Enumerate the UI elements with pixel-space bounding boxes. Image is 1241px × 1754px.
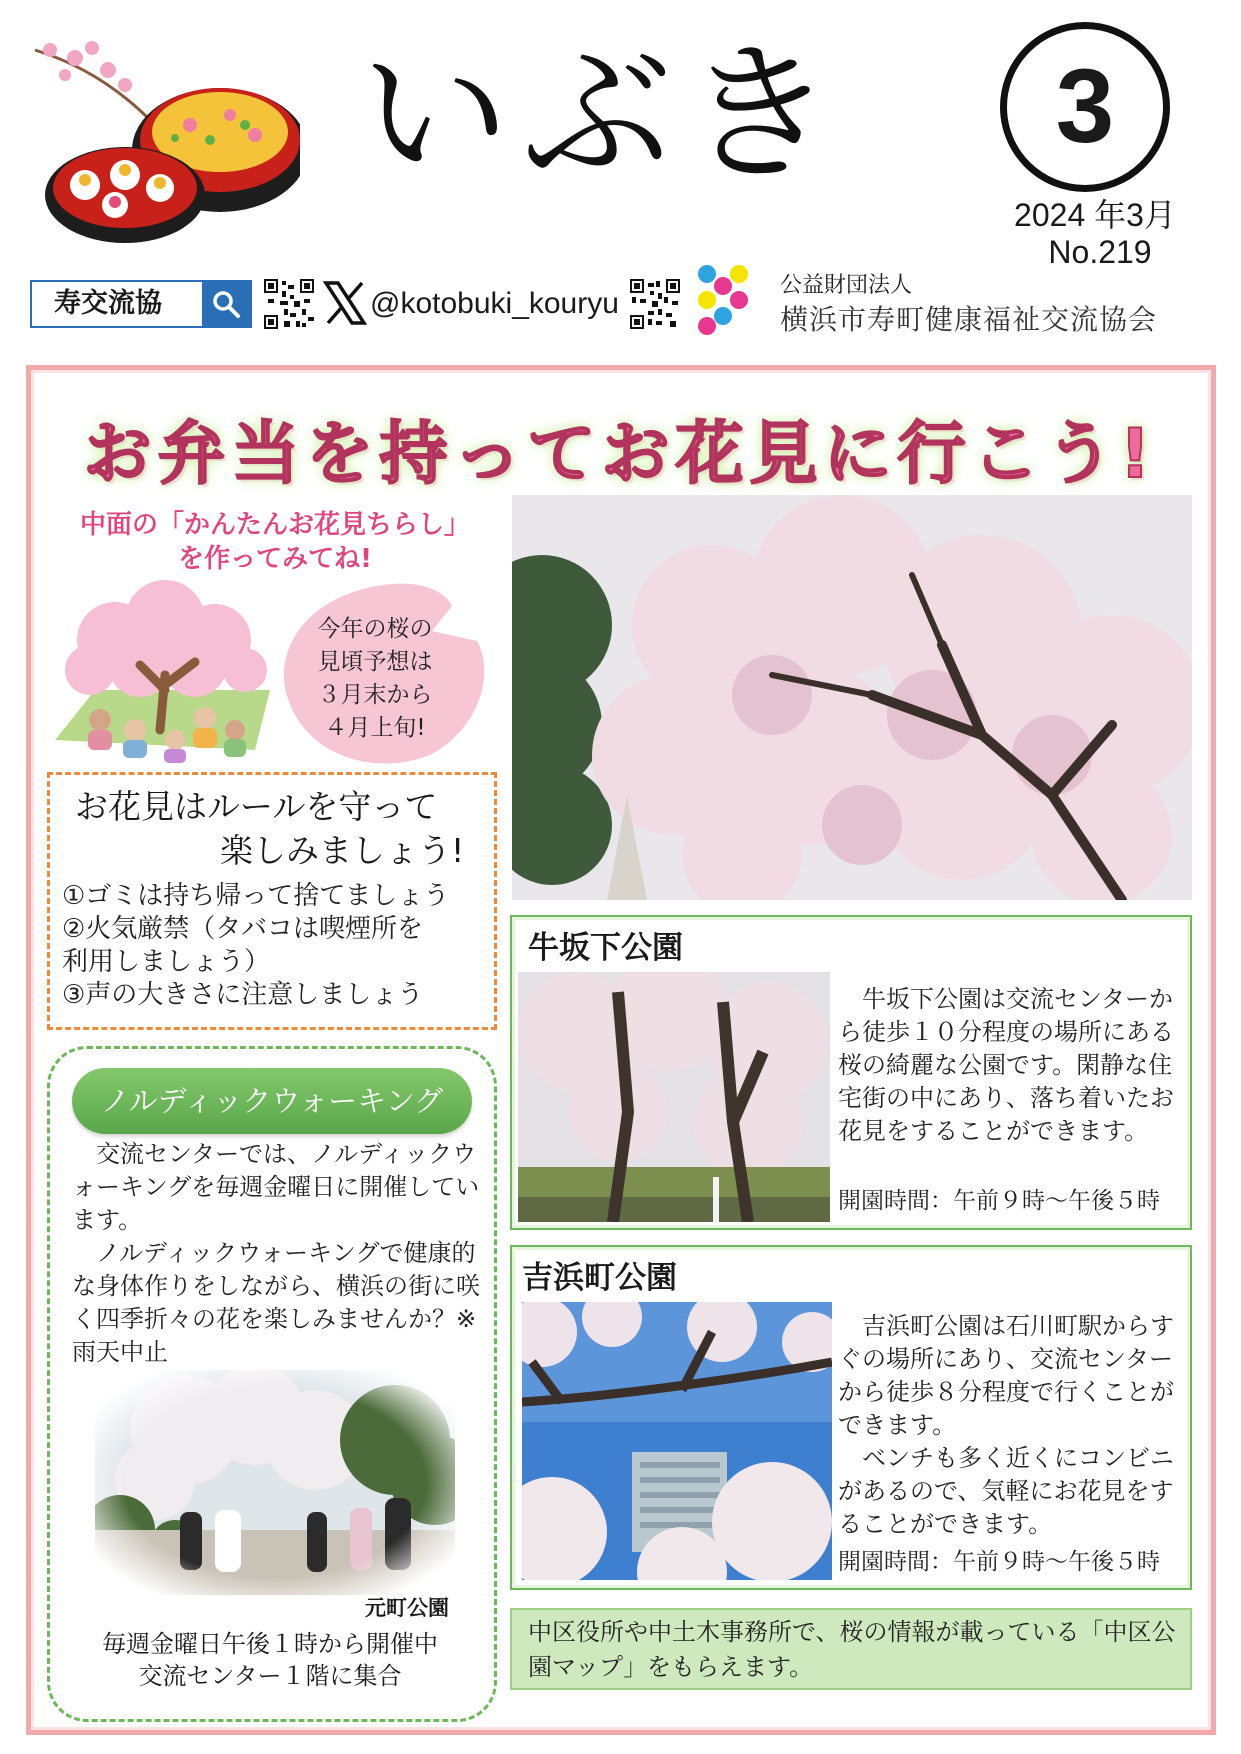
cherry-blossom-photo <box>512 495 1192 900</box>
search-keyword: 寿交流協 <box>54 288 162 319</box>
park-paragraph: ベンチも多く近くにコンビニがあるので、気軽にお花見をすることができます。 <box>838 1444 1174 1538</box>
park-hours: 開園時間：午前９時～午後５時 <box>838 1188 1160 1214</box>
forecast-line: ４月上旬! <box>324 715 426 741</box>
park-description <box>838 1310 1188 1541</box>
park-hours: 開園時間：午前９時～午後５時 <box>838 1549 1160 1575</box>
search-icon <box>211 289 241 319</box>
search-box[interactable] <box>30 280 252 328</box>
park-description <box>838 983 1188 1148</box>
rule-item: ①ゴミは持ち帰って捨てましょう <box>62 881 450 911</box>
issue-number: No.219 <box>1048 234 1152 270</box>
org-logo-dots-icon <box>697 264 749 336</box>
qr-code-icon[interactable] <box>630 279 680 329</box>
rule-item: 利用しましょう） <box>62 947 271 977</box>
feature-headline: お弁当を持ってお花見に行こう! <box>83 415 1157 494</box>
x-account-handle[interactable]: @kotobuki_kouryu <box>370 287 619 320</box>
org-name: 横浜市寿町健康福祉交流協会 <box>780 303 1158 336</box>
qr-code-icon[interactable] <box>264 279 314 329</box>
issue-date: 2024 年3月 <box>1014 197 1176 233</box>
issue-circle: 3 <box>1000 22 1170 192</box>
schedule-line: 毎週金曜日午後１時から開催中 <box>102 1630 438 1658</box>
park-paragraph: 吉浜町公園は石川町駅からすぐの場所にあり、交流センターから徒歩８分程度で行くことができます。 <box>838 1312 1174 1439</box>
nordic-walking-text <box>72 1138 482 1369</box>
park-photo <box>518 972 830 1222</box>
rule-item: ③声の大きさに注意しましょう <box>62 980 424 1010</box>
flyer-note-line: を作ってみてね! <box>178 544 372 574</box>
nordic-walking-banner: ノルディックウォーキング <box>72 1068 472 1134</box>
rules-list <box>62 880 492 1012</box>
forecast-line: ３月末から <box>317 682 433 708</box>
park-map-note-text: 中区役所や中土木事務所で、桜の情報が載っている「中区公園マップ」をもらえます。 <box>528 1618 1176 1681</box>
nordic-walking-photo <box>95 1370 455 1595</box>
nordic-paragraph: ノルディックウォーキングで健康的な身体作りをしながら、横浜の街に咲く四季折々の花を楽しみませんか？※雨天中止 <box>72 1239 480 1366</box>
bloom-forecast <box>295 613 455 745</box>
chirashi-sushi-illustration <box>30 30 300 245</box>
flyer-note <box>50 508 500 576</box>
flyer-note-line: 中面の「かんたんお花見ちらし」 <box>79 510 470 540</box>
park-title: 吉浜町公園 <box>522 1260 677 1296</box>
park-photo <box>522 1302 832 1580</box>
forecast-line: 今年の桜の <box>317 616 433 642</box>
photo-caption: 元町公園 <box>365 1596 449 1620</box>
newsletter-title: いぶき <box>360 28 847 202</box>
schedule-line: 交流センター１階に集合 <box>138 1662 402 1690</box>
rules-title: 楽しみましょう! <box>220 831 465 870</box>
hanami-picnic-illustration <box>55 580 270 765</box>
x-logo-icon[interactable] <box>322 280 368 326</box>
org-type: 公益財団法人 <box>780 273 913 298</box>
rule-item: ②火気厳禁（タバコは喫煙所を <box>62 914 424 944</box>
park-title: 牛坂下公園 <box>528 930 683 966</box>
search-button[interactable] <box>202 282 250 326</box>
rules-title: お花見はルールを守って <box>75 787 438 826</box>
nordic-paragraph: 交流センターでは、ノルディックウォーキングを毎週金曜日に開催しています。 <box>72 1140 480 1234</box>
forecast-line: 見頃予想は <box>317 649 433 675</box>
nordic-schedule <box>60 1628 480 1692</box>
park-paragraph: 牛坂下公園は交流センターから徒歩１０分程度の場所にある桜の綺麗な公園です。閑静な住宅街の中にあり、落ち着いたお花見をすることができます。 <box>838 985 1174 1145</box>
